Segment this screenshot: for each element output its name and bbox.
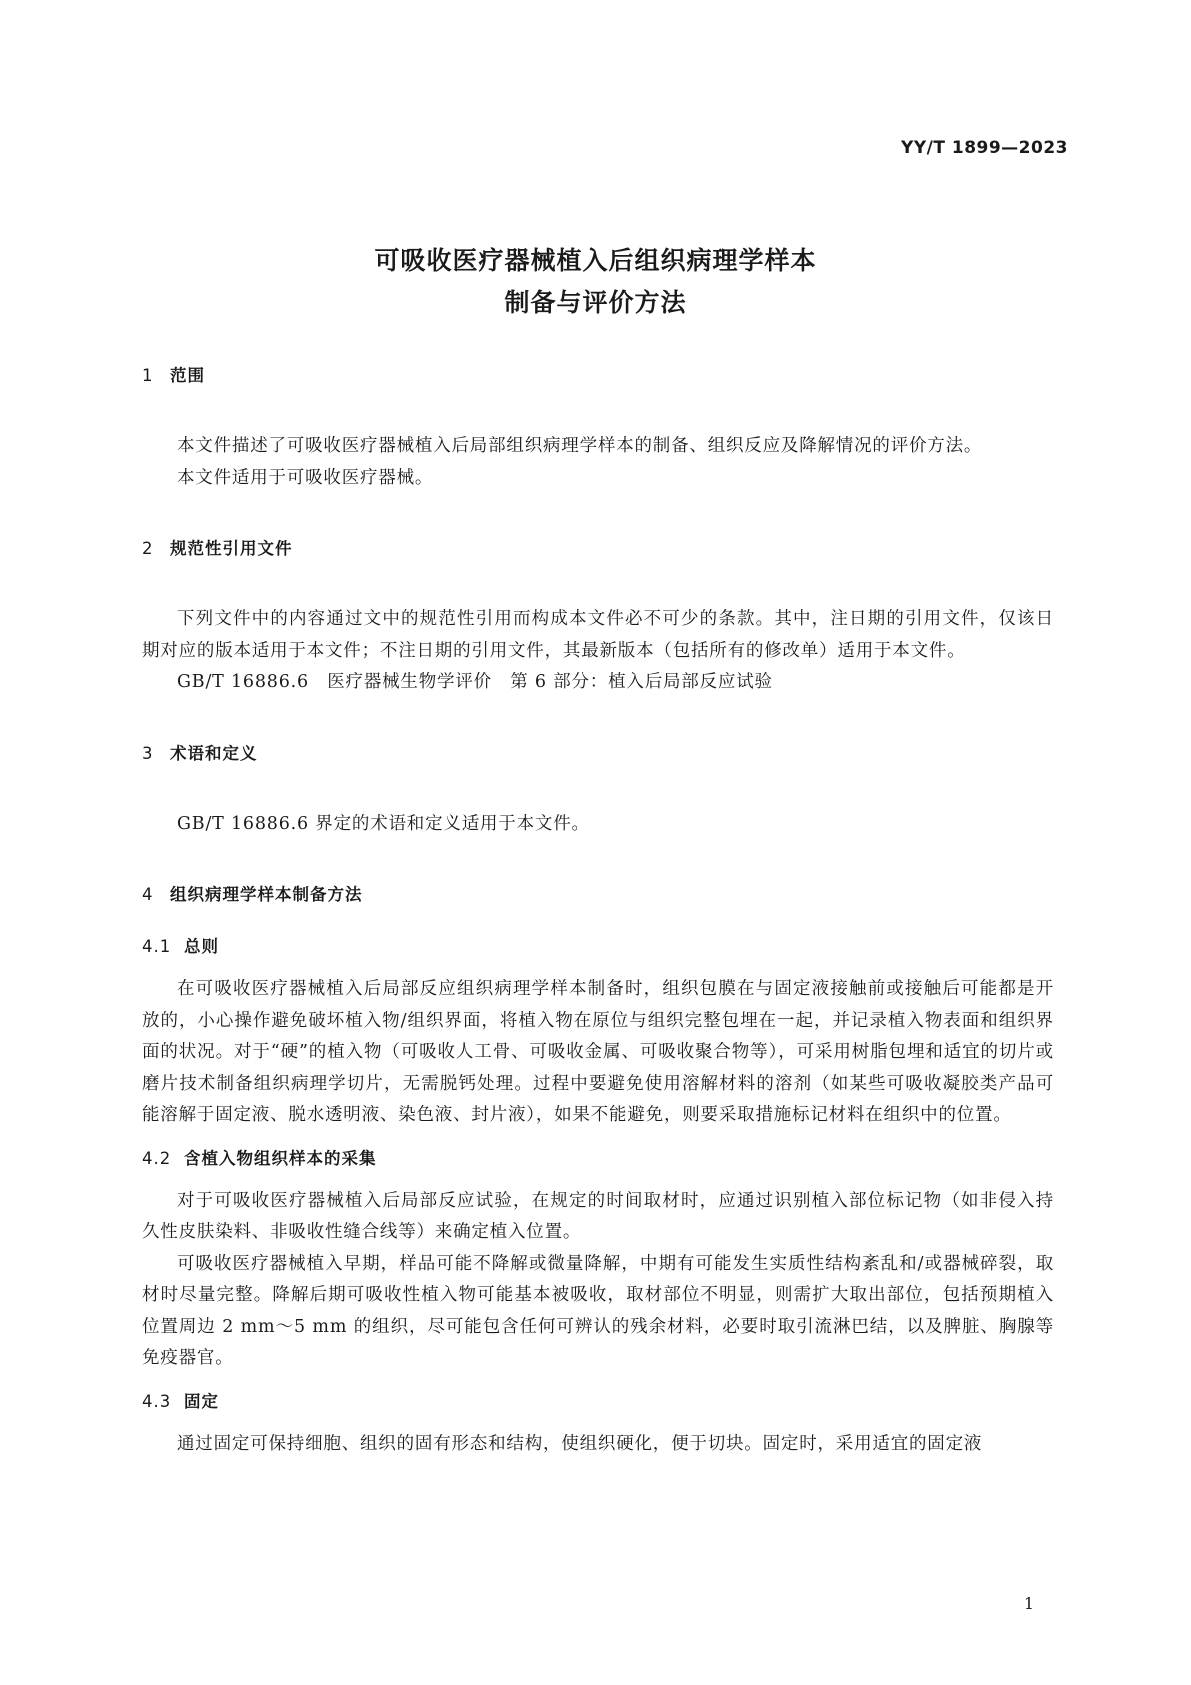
section-number: 4 [142, 885, 154, 904]
section-2-heading [142, 538, 1054, 560]
title-line-2: 制备与评价方法 [504, 288, 687, 317]
section-3-heading [142, 743, 1054, 765]
paragraph: 对于可吸收医疗器械植入后局部反应试验，在规定的时间取材时，应通过识别植入部位标记物（如非侵入持久性皮肤染料、非吸收性缝合线等）来确定植入位置。 [142, 1190, 1054, 1242]
section-number: 3 [142, 743, 154, 763]
standard-code: YY/T 1899—2023 [901, 138, 1068, 158]
section-number: 2 [142, 539, 154, 558]
document-body [142, 365, 1054, 1460]
normative-reference: GB/T 16886.6 医疗器械生物学评价 第 6 部分：植入后局部反应试验 [177, 672, 773, 692]
paragraph: 本文件适用于可吸收医疗器械。 [177, 467, 434, 488]
paragraph: 可吸收医疗器械植入早期，样品可能不降解或微量降解，中期有可能发生实质性结构紊乱和/或器械碎裂，取材时尽量完整。降解后期可吸收性植入物可能基本被吸收，取材部位不明显，则需扩大取出部位，包括预期植入位置周边 2 mm～5 mm 的组织，尽可能包含任何可辨认的残余材料，必要时取引流淋巴结，以及脾脏、胸腺等免疫器官。 [142, 1253, 1054, 1368]
section-title: 规范性引用文件 [170, 539, 293, 558]
document-title [0, 240, 1191, 324]
subsection-4-3-heading [142, 1391, 1054, 1413]
section-4-heading [142, 884, 1054, 906]
section-title: 组织病理学样本制备方法 [170, 885, 363, 904]
subsection-title: 含植入物组织样本的采集 [184, 1148, 377, 1168]
section-title: 术语和定义 [170, 743, 258, 763]
subsection-4-1-heading [142, 936, 1054, 958]
paragraph: 本文件描述了可吸收医疗器械植入后局部组织病理学样本的制备、组织反应及降解情况的评价方法。 [177, 436, 983, 456]
paragraph: 下列文件中的内容通过文中的规范性引用而构成本文件必不可少的条款。其中，注日期的引用文件，仅该日期对应的版本适用于本文件；不注日期的引用文件，其最新版本（包括所有的修改单）适用于本文件。 [142, 609, 1054, 661]
title-line-1: 可吸收医疗器械植入后组织病理学样本 [374, 246, 817, 275]
paragraph: GB/T 16886.6 界定的术语和定义适用于本文件。 [177, 813, 590, 834]
subsection-4-2-heading [142, 1148, 1054, 1170]
paragraph: 通过固定可保持细胞、组织的固有形态和结构，使组织硬化，便于切块。固定时，采用适宜的固定液 [177, 1433, 983, 1454]
paragraph: 在可吸收医疗器械植入后局部反应组织病理学样本制备时，组织包膜在与固定液接触前或接触后可能都是开放的，小心操作避免破坏植入物/组织界面，将植入物在原位与组织完整包埋在一起，并记录植入物表面和组织界面的状况。对于“硬”的植入物（可吸收人工骨、可吸收金属、可吸收聚合物等），可采用树脂包埋和适宜的切片或磨片技术制备组织病理学切片，无需脱钙处理。过程中要避免使用溶解材料的溶剂（如某些可吸收凝胶类产品可能溶解于固定液、脱水透明液、染色液、封片液），如果不能避免，则要采取措施标记材料在组织中的位置。 [142, 979, 1054, 1125]
subsection-title: 固定 [184, 1391, 219, 1411]
section-1-heading [142, 365, 1054, 387]
subsection-number: 4.1 [142, 937, 172, 956]
subsection-number: 4.2 [142, 1148, 172, 1168]
section-number: 1 [142, 366, 154, 385]
subsection-number: 4.3 [142, 1391, 172, 1411]
subsection-title: 总则 [184, 937, 219, 956]
page-number: 1 [1023, 1594, 1034, 1613]
section-title: 范围 [170, 366, 205, 385]
